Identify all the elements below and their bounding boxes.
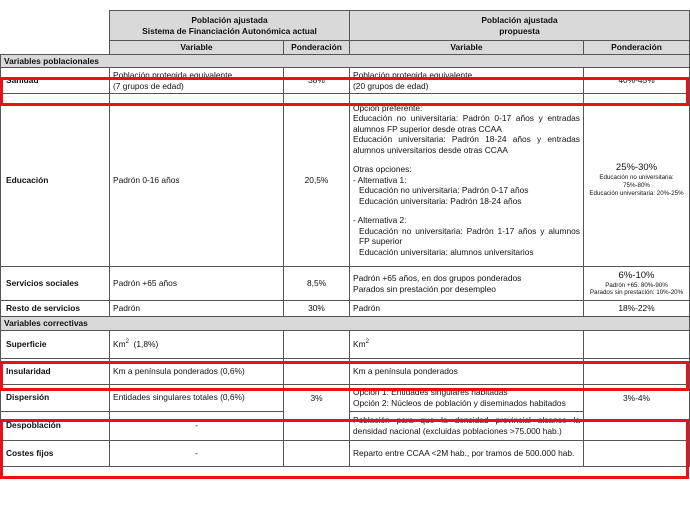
table-row-superficie [1, 330, 690, 358]
proposed-weight-costes [584, 440, 690, 466]
current-variable-educacion: Padrón 0-16 años [110, 94, 284, 267]
current-weight-insularidad [284, 358, 350, 384]
row-label-resto: Resto de servicios [1, 301, 110, 317]
section-row-corrective [1, 317, 690, 331]
proposed-variable-despoblacion: Población para que la densidad provincial alcance la densidad nacional (excluidas poblaciones >75.000 hab.) [350, 411, 584, 440]
edu-preferred-univ: Educación universitaria: Padrón 18-24 años y entradas alumnos universitarios desde otras CCAA [353, 134, 580, 155]
proposed-variable-resto: Padrón [350, 301, 584, 317]
current-variable-insularidad: Km a península ponderados (0,6%) [110, 358, 284, 384]
current-weight-resto: 30% [284, 301, 350, 317]
edu-alt2-univ: Educación universitaria: alumnos universitarios [359, 246, 534, 257]
table-row-sanidad [1, 68, 690, 94]
proposed-weight-sanidad: 40%-45% [584, 68, 690, 94]
header-blank-cell [1, 11, 110, 41]
edu-other-title: Otras opciones: [353, 164, 412, 175]
current-weight-educacion: 20,5% [284, 94, 350, 267]
proposed-variable-insularidad: Km a península ponderados [350, 358, 584, 384]
current-weight-dispersion: 3% [284, 384, 350, 440]
superficie-unit: Km [113, 338, 126, 349]
superficie-proposed-exponent: 2 [365, 338, 369, 345]
current-weight-sanidad: 38% [284, 68, 350, 94]
row-label-insularidad: Insularidad [1, 358, 110, 384]
current-variable-servicios: Padrón +65 años [110, 267, 284, 301]
current-variable-superficie [110, 330, 284, 358]
row-label-educacion: Educación [1, 94, 110, 267]
current-variable-resto: Padrón [110, 301, 284, 317]
proposed-variable-dispersion: Opción 1: Entidades singulares habitadas Opción 2: Núcleos de población y diseminados habitados [350, 384, 584, 411]
edu-spacer [353, 155, 580, 164]
edu-alt2-nonuniv: Educación no universitaria: Padrón 1-17 años y alumnos FP superior [359, 225, 580, 247]
table-row-servicios [1, 267, 690, 301]
edu-alt1-nonuniv: Educación no universitaria: Padrón 0-17 años [359, 185, 529, 196]
current-variable-dispersion: Entidades singulares totales (0,6%) [110, 384, 284, 411]
superficie-current-weight: (1,8%) [128, 338, 159, 349]
edu-weight-note-univ: Educación universitaria: 20%-25% [589, 189, 684, 197]
proposed-weight-insularidad [584, 358, 690, 384]
proposed-variable-servicios: Padrón +65 años, en dos grupos ponderados Parados sin prestación por desempleo [350, 267, 584, 301]
current-variable-header: Variable [110, 41, 284, 55]
edu-spacer-2 [353, 206, 580, 215]
current-weight-servicios: 8,5% [284, 267, 350, 301]
financing-comparison-table [0, 10, 690, 467]
section-row-population [1, 54, 690, 68]
edu-weight-range: 25%-30% [615, 162, 658, 174]
current-weight-costes [284, 440, 350, 466]
current-system-header: Población ajustada Sistema de Financiación Autonómica actual [110, 11, 350, 41]
row-label-despoblacion: Despoblación [1, 411, 110, 440]
row-label-dispersion: Dispersión [1, 384, 110, 411]
superficie-proposed-unit: Km [353, 338, 366, 349]
table-row-dispersion [1, 384, 690, 411]
proposed-variable-header: Variable [350, 41, 584, 55]
current-weight-header: Ponderación [284, 41, 350, 55]
edu-alt1-univ: Educación universitaria: Padrón 18-24 años [359, 195, 522, 206]
serv-weight-note-65: Padrón +65: 80%-90% [605, 281, 668, 289]
edu-alt1-title: - Alternativa 1: [353, 174, 407, 185]
serv-weight-note-parados: Parados sin prestación: 10%-20% [589, 289, 684, 297]
serv-weight-range: 6%-10% [618, 269, 655, 281]
table-row-resto [1, 301, 690, 317]
current-variable-despoblacion: - [110, 411, 284, 440]
proposed-variable-superficie [350, 330, 584, 358]
proposed-variable-sanidad: Población protegida equivalente (20 grupos de edad) [350, 68, 584, 94]
edu-preferred-nonuniv: Educación no universitaria: Padrón 0-17 años y entradas alumnos FP superior desde otras CCAA [353, 113, 580, 134]
proposed-system-header: Población ajustada propuesta [350, 11, 690, 41]
row-label-servicios: Servicios sociales [1, 267, 110, 301]
proposed-weight-superficie [584, 330, 690, 358]
edu-weight-note-nonuniv: Educación no universitaria: 75%-80% [599, 174, 674, 190]
proposed-weight-dispersion: 3%-4% [584, 384, 690, 440]
superficie-unit-exponent: 2 [125, 338, 129, 345]
row-label-sanidad: Sanidad [1, 68, 110, 94]
proposed-variable-costes: Reparto entre CCAA <2M hab., por tramos de 500.000 hab. [350, 440, 584, 466]
proposed-weight-header: Ponderación [584, 41, 690, 55]
header-row-top [1, 11, 690, 41]
table-row-costes [1, 440, 690, 466]
proposed-weight-servicios [584, 267, 690, 301]
proposed-weight-resto: 18%-22% [584, 301, 690, 317]
proposed-weight-educacion [584, 94, 690, 267]
section-population-label: Variables poblacionales [1, 54, 690, 68]
section-corrective-label: Variables correctivas [1, 317, 690, 331]
current-weight-superficie [284, 330, 350, 358]
edu-preferred-title: Opción preferente: [353, 102, 423, 113]
table-row-insularidad [1, 358, 690, 384]
proposed-variable-educacion [350, 94, 584, 267]
header-row-sub [1, 41, 690, 55]
row-label-superficie: Superficie [1, 330, 110, 358]
current-variable-costes: - [110, 440, 284, 466]
row-label-costes: Costes fijos [1, 440, 110, 466]
current-variable-sanidad: Población protegida equivalente (7 grupos de edad) [110, 68, 284, 94]
header-blank-cell-2 [1, 41, 110, 55]
table-row-educacion [1, 94, 690, 267]
edu-alt2-title: - Alternativa 2: [353, 215, 407, 226]
